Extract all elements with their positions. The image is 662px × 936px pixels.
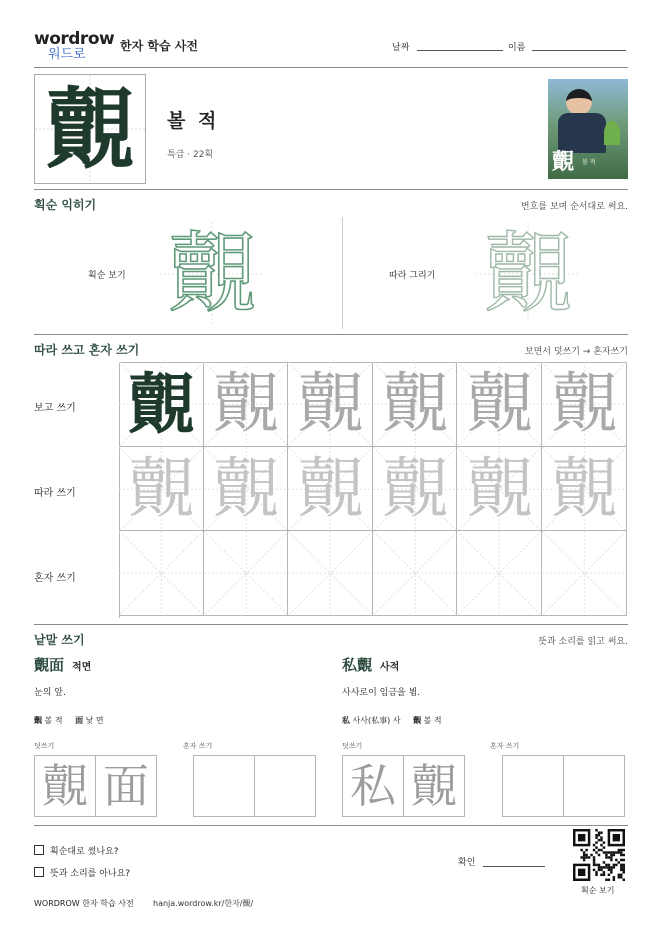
stroke-trace-character: 覿 xyxy=(483,222,572,325)
illustration-char: 覿 xyxy=(552,149,575,175)
footer-url[interactable]: hanja.wordrow.kr/한자/覿/ xyxy=(153,899,254,908)
confirm-field[interactable] xyxy=(483,866,545,867)
qr-code-graphic xyxy=(573,829,625,881)
name-label: 이름 xyxy=(508,43,526,53)
row-label-solo: 혼자 쓰기 xyxy=(34,573,76,584)
name-field[interactable] xyxy=(532,50,626,51)
sheet-title: 한자 학습 사전 xyxy=(120,39,198,53)
confirm-label: 확인 xyxy=(458,858,476,868)
stroke-trace-box[interactable] xyxy=(476,222,580,326)
word1-solo-label: 혼자 쓰기 xyxy=(183,742,213,750)
word2-solo-box-1[interactable] xyxy=(502,755,564,817)
practice-cell-r2-c2[interactable] xyxy=(204,447,289,532)
practice-character: 覿 xyxy=(128,449,195,527)
word1-part2-reading: 낯 면 xyxy=(85,716,104,725)
cell-guide-lines xyxy=(204,531,288,615)
word2-hangul: 사적 xyxy=(380,662,400,673)
qr-code-icon[interactable] xyxy=(573,829,625,881)
hero-reading: 볼 적 xyxy=(167,110,220,132)
practice-cell-r3-c6[interactable] xyxy=(542,531,627,616)
word2-part2-char: 覿 xyxy=(413,715,422,725)
practice-cell-r3-c5[interactable] xyxy=(457,531,542,616)
row-label-view: 보고 쓰기 xyxy=(34,403,76,414)
word1-solo-box-1[interactable] xyxy=(193,755,255,817)
hero-character: 覿 xyxy=(45,77,134,181)
practice-cell-r2-c5[interactable] xyxy=(457,447,542,532)
hero-illustration xyxy=(548,79,628,179)
word1-part1-char: 覿 xyxy=(34,715,42,725)
words-divider xyxy=(34,825,628,826)
practice-cell-r1-c2[interactable] xyxy=(204,362,289,447)
word1-trace-char-1: 覿 xyxy=(42,759,88,813)
practice-character: 覿 xyxy=(128,365,195,443)
word2-solo-label: 혼자 쓰기 xyxy=(490,742,520,750)
stroke-trace-label: 따라 그리기 xyxy=(389,271,436,281)
header-divider xyxy=(34,67,628,68)
illustration-boy xyxy=(566,89,592,115)
practice-section-hint: 보면서 덧쓰기 → 혼자쓰기 xyxy=(524,347,628,357)
practice-cell-r3-c3[interactable] xyxy=(288,531,373,616)
practice-cell-r2-c1[interactable] xyxy=(119,447,204,532)
word1-meaning: 눈의 앞. xyxy=(34,688,66,698)
check2-label: 뜻과 소리를 아나요? xyxy=(50,869,131,879)
qr-label: 획순 보기 xyxy=(581,886,615,895)
practice-character: 覿 xyxy=(466,449,533,527)
word2-solo-box-2[interactable] xyxy=(563,755,625,817)
practice-character: 覿 xyxy=(382,365,449,442)
practice-cell-r1-c1 xyxy=(119,362,204,447)
word2-trace-box-2[interactable] xyxy=(403,755,465,817)
word1-part2-char: 面 xyxy=(75,715,84,725)
date-label: 날짜 xyxy=(392,43,410,53)
hero-meta: 특급 · 22획 xyxy=(167,150,214,160)
cell-guide-lines xyxy=(119,531,203,615)
practice-cell-r3-c4[interactable] xyxy=(373,531,458,616)
practice-character: 覿 xyxy=(297,365,364,442)
practice-character: 覿 xyxy=(212,449,279,527)
check-meaning[interactable] xyxy=(34,866,130,879)
hero-character-box xyxy=(34,74,146,184)
word1-hanja: 覿面 xyxy=(34,656,65,674)
cell-guide-lines xyxy=(373,531,457,615)
checkbox-icon[interactable] xyxy=(34,867,44,877)
checkbox-icon[interactable] xyxy=(34,845,44,855)
practice-cell-r1-c3[interactable] xyxy=(288,362,373,447)
practice-section-title: 따라 쓰고 혼자 쓰기 xyxy=(34,343,140,357)
date-field[interactable] xyxy=(417,50,503,51)
check1-label: 획순대로 썼나요? xyxy=(50,847,119,857)
word2-hanja: 私覿 xyxy=(342,656,373,674)
stroke-order-character: 覿 xyxy=(167,222,256,325)
stroke-section-title: 획순 익히기 xyxy=(34,198,97,212)
stroke-view-label: 획순 보기 xyxy=(88,271,126,281)
practice-character: 覿 xyxy=(466,365,533,442)
practice-cell-r2-c3[interactable] xyxy=(288,447,373,532)
practice-cell-r3-c1[interactable] xyxy=(119,531,204,616)
logo-hangul: 워드로 xyxy=(48,47,86,62)
word2-trace-box-1[interactable] xyxy=(342,755,404,817)
stroke-section-hint: 번호를 보며 순서대로 써요. xyxy=(520,202,628,212)
word2-breakdown xyxy=(342,715,442,726)
practice-character: 覿 xyxy=(212,365,279,442)
row-label-trace: 따라 쓰기 xyxy=(34,488,76,499)
logo-wordmark: wordrow xyxy=(34,29,115,49)
practice-cell-r2-c6[interactable] xyxy=(542,447,627,532)
illustration-reading: 볼 적 xyxy=(582,159,596,166)
word1-trace-char-2: 面 xyxy=(103,759,149,813)
practice-character: 覿 xyxy=(551,365,618,442)
stroke-divider xyxy=(34,334,628,335)
hero-divider xyxy=(34,189,628,190)
word1-trace-box-1[interactable] xyxy=(34,755,96,817)
practice-character: 覿 xyxy=(551,449,618,527)
word1-trace-box-2[interactable] xyxy=(95,755,157,817)
practice-cell-r2-c4[interactable] xyxy=(373,447,458,532)
words-section-hint: 뜻과 소리를 읽고 써요. xyxy=(538,637,628,647)
check-stroke-order[interactable] xyxy=(34,844,119,857)
word2-trace-char-2: 覿 xyxy=(411,759,457,813)
logo xyxy=(34,29,115,66)
word2-part1-reading: 사사(私事) 사 xyxy=(352,716,401,725)
cell-guide-lines xyxy=(288,531,372,615)
word1-solo-box-2[interactable] xyxy=(254,755,316,817)
practice-character: 覿 xyxy=(297,449,364,527)
word1-hangul: 적면 xyxy=(72,662,92,673)
practice-cell-r3-c2[interactable] xyxy=(204,531,289,616)
practice-character: 覿 xyxy=(382,449,449,527)
words-section-title: 낱말 쓰기 xyxy=(34,633,85,647)
practice-cell-r1-c4[interactable] xyxy=(373,362,458,447)
practice-divider xyxy=(34,624,628,625)
word1-trace-label: 덧쓰기 xyxy=(34,742,55,750)
footer-brand: WORDROW 한자 학습 사전 xyxy=(34,899,134,908)
word1-breakdown xyxy=(34,715,104,726)
stroke-view-box xyxy=(160,222,264,326)
word2-trace-label: 덧쓰기 xyxy=(342,742,363,750)
stroke-section-separator xyxy=(342,217,343,329)
word2-trace-char-1: 私 xyxy=(350,759,396,813)
word1-part1-reading: 볼 적 xyxy=(44,716,63,725)
practice-cell-r1-c5[interactable] xyxy=(457,362,542,447)
cell-guide-lines xyxy=(457,531,541,615)
illustration-plant xyxy=(604,121,620,145)
word2-meaning: 사사로이 임금을 뵘. xyxy=(342,688,421,698)
word2-part1-char: 私 xyxy=(342,715,350,725)
cell-guide-lines xyxy=(542,531,626,615)
word2-part2-reading: 볼 적 xyxy=(423,716,442,725)
practice-cell-r1-c6[interactable] xyxy=(542,362,627,447)
